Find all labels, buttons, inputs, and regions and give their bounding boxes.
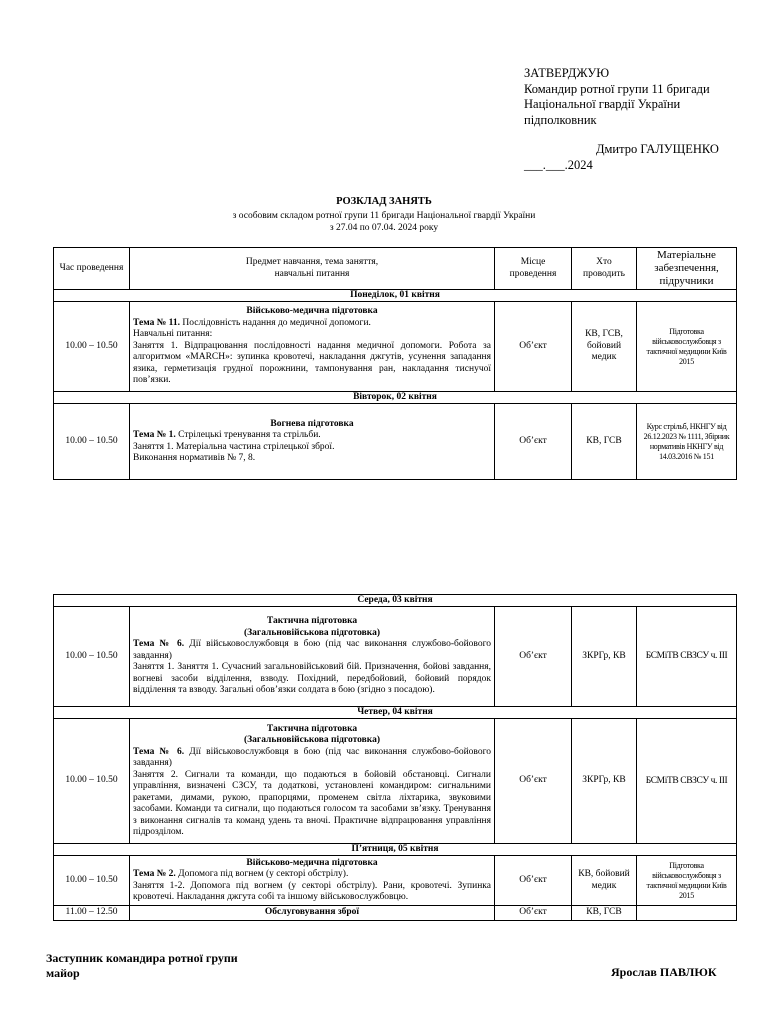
- lesson-instructor: КВ, бойовий медик: [572, 856, 637, 906]
- footer-rank: майор: [46, 966, 80, 980]
- day-row: [54, 844, 737, 856]
- document-subtitle: з особовим складом ротної групи 11 бригади Національної гвардії України: [232, 211, 536, 221]
- lesson-subject: [130, 719, 495, 844]
- topic-number: Тема № 6.: [133, 746, 185, 757]
- lesson-row: [54, 607, 737, 707]
- topic-line: [133, 430, 491, 442]
- lesson-time: 10.00 – 10.50: [54, 719, 130, 844]
- lesson-subject: [130, 404, 495, 480]
- day-row: [54, 595, 737, 607]
- lesson-text: Заняття 1. Відпрацювання послідовності надання медичної допомоги. Робота за алгоритмом «MARCH»: зупинка кровотечі, накладання джгутів, усунення западання язика, герметизація грудної порожнини, тампонування ран, накладання тиснучої пов’язки.: [133, 340, 491, 386]
- lesson-place: Об’єкт: [495, 302, 572, 392]
- topic-title: Стрілецькі тренування та стрільби.: [175, 430, 321, 440]
- lesson-row: [54, 404, 737, 480]
- col-subject-header-line: навчальні питання: [274, 268, 350, 279]
- col-time-header: Час проведення: [54, 248, 130, 290]
- schedule-table-continued: [53, 594, 737, 921]
- lesson-time: 10.00 – 10.50: [54, 607, 130, 707]
- lesson-instructor: ЗКРГр, КВ: [572, 607, 637, 707]
- lesson-time: 10.00 – 10.50: [54, 302, 130, 392]
- lesson-row: [54, 302, 737, 392]
- topic-number: Тема № 2.: [133, 869, 176, 879]
- lesson-subject: [130, 856, 495, 906]
- lesson-instructor: КВ, ГСВ: [572, 404, 637, 480]
- day-label: Середа, 03 квітня: [54, 595, 737, 607]
- lesson-time: 11.00 – 12.50: [54, 906, 130, 921]
- lesson-time: 10.00 – 10.50: [54, 856, 130, 906]
- col-who-header: Хто проводить: [572, 248, 637, 290]
- lesson-text: Виконання нормативів № 7, 8.: [133, 453, 256, 463]
- footer-position: Заступник командира ротної групи: [46, 951, 238, 965]
- lesson-place: Об’єкт: [495, 856, 572, 906]
- col-materials-header: Матеріальне забезпечення, підручники: [637, 248, 737, 290]
- discipline-subtitle: (Загальновійськова підготовка): [243, 735, 381, 745]
- lesson-materials: Підготовка військовослужбовця з тактичної медицини Київ 2015: [637, 302, 737, 392]
- lesson-row: [54, 719, 737, 844]
- day-row: [54, 707, 737, 719]
- day-label: Вівторок, 02 квітня: [54, 392, 737, 404]
- topic-title: Дії військовослужбовця в бою (під час виконання службово-бойового завдання): [133, 746, 491, 768]
- lesson-place: Об’єкт: [495, 719, 572, 844]
- topic-number: Тема № 11.: [133, 317, 180, 328]
- discipline-title: Вогнева підготовка: [270, 418, 354, 429]
- lesson-instructor: КВ, ГСВ: [572, 906, 637, 921]
- topic-line: [133, 747, 491, 770]
- footer-signatory-position: [46, 951, 238, 981]
- document-title: РОЗКЛАД ЗАНЯТЬ: [336, 196, 432, 207]
- approval-block: [524, 66, 754, 173]
- topic-line: [133, 869, 491, 881]
- discipline-subtitle: (Загальновійськова підготовка): [243, 627, 381, 638]
- discipline-title: Тактична підготовка: [266, 616, 358, 627]
- lesson-subject: [130, 607, 495, 707]
- lesson-instructor: ЗКРГр, КВ: [572, 719, 637, 844]
- topic-line: [133, 318, 491, 330]
- lesson-instructor: КВ, ГСВ, бойовий медик: [572, 302, 637, 392]
- col-subject-header-line: Предмет навчання, тема заняття,: [245, 257, 379, 267]
- col-subject-header: [130, 248, 495, 290]
- approval-line: Національної гвардії України: [524, 97, 681, 111]
- lesson-materials: Підготовка військовослужбовця з тактичної медицини Київ 2015: [637, 856, 737, 906]
- lesson-text: Заняття 1-2. Допомога під вогнем (у секторі обстрілу). Рани, кровотечі. Зупинка кровотечі. Накладання джгута собі та іншому військовослужбовцю.: [133, 880, 491, 902]
- approval-heading: ЗАТВЕРДЖУЮ: [524, 66, 610, 80]
- lesson-materials: Курс стрільб, НКНГУ від 26.12.2023 № 1111, Збірник нормативів НКНГУ від 14.03.2016 № 151: [637, 404, 737, 480]
- day-label: П’ятниця, 05 квітня: [54, 844, 737, 856]
- header-row: [54, 248, 737, 290]
- day-row: [54, 392, 737, 404]
- lesson-materials-empty: [637, 906, 737, 921]
- lesson-materials: БСМіТВ СВЗСУ ч. ІІІ: [637, 607, 737, 707]
- lesson-text: Заняття 2. Сигнали та команди, що подаються в бойовій обстановці. Сигнали управління, визначені СЗСУ, та додаткові, установлені командиром: сигнальними ракетами, димами, рукою, прапорцями, променем світла ліхтарика, звуковими засобами. Команди та сигнали, що подаються голосом та засобами зв’язку. Тренування з виконання сигналів та команд удень та вночі. Практичне відпрацювання управління підрозділом.: [133, 769, 491, 837]
- lesson-text: Навчальні питання:: [133, 329, 213, 340]
- lesson-text: Заняття 1. Заняття 1. Сучасний загальновійськовий бій. Призначення, бойові завдання, вогневі засоби відділення, взводу. Похідний, передбойовий, бойовий порядок відділення та взводу. Загальні обов’язки солдата в бою (згідно з посадою).: [133, 662, 491, 696]
- topic-title: Дії військовослужбовця в бою (під час виконання службово-бойового завдання): [133, 639, 491, 661]
- lesson-subject: [130, 302, 495, 392]
- discipline-title: Військово-медична підготовка: [246, 306, 378, 317]
- topic-number: Тема № 6.: [133, 639, 185, 650]
- approval-line: Командир ротної групи 11 бригади: [524, 81, 710, 96]
- approval-line: підполковник: [524, 112, 597, 127]
- topic-title: Допомога під вогнем (у секторі обстрілу).: [175, 869, 349, 879]
- discipline-title: Військово-медична підготовка: [246, 857, 378, 868]
- lesson-time: 10.00 – 10.50: [54, 404, 130, 480]
- schedule-table: [53, 247, 737, 480]
- lesson-place: Об’єкт: [495, 906, 572, 921]
- footer-signatory-name: Ярослав ПАВЛЮК: [611, 965, 717, 979]
- topic-number: Тема № 1.: [133, 430, 176, 440]
- day-label: Четвер, 04 квітня: [54, 707, 737, 719]
- approval-signatory: Дмитро ГАЛУЩЕНКО: [596, 142, 719, 156]
- topic-line: [133, 639, 491, 662]
- topic-title: Послідовність надання до медичної допомоги.: [180, 317, 371, 328]
- lesson-text: Заняття 1. Матеріальна частина стрілецької зброї.: [133, 441, 335, 452]
- lesson-subject: Обслуговування зброї: [130, 906, 495, 921]
- approval-date: ___.___.2024: [524, 157, 593, 172]
- lesson-place: Об’єкт: [495, 607, 572, 707]
- lesson-row: [54, 906, 737, 921]
- col-place-header: Місце проведення: [495, 248, 572, 290]
- lesson-place: Об’єкт: [495, 404, 572, 480]
- discipline-title: Тактична підготовка: [266, 723, 358, 734]
- document-period: з 27.04 по 07.04. 2024 року: [329, 223, 439, 233]
- day-row: [54, 290, 737, 302]
- day-label: Понеділок, 01 квітня: [54, 290, 737, 302]
- lesson-materials: БСМіТВ СВЗСУ ч. ІІІ: [637, 719, 737, 844]
- lesson-row: [54, 856, 737, 906]
